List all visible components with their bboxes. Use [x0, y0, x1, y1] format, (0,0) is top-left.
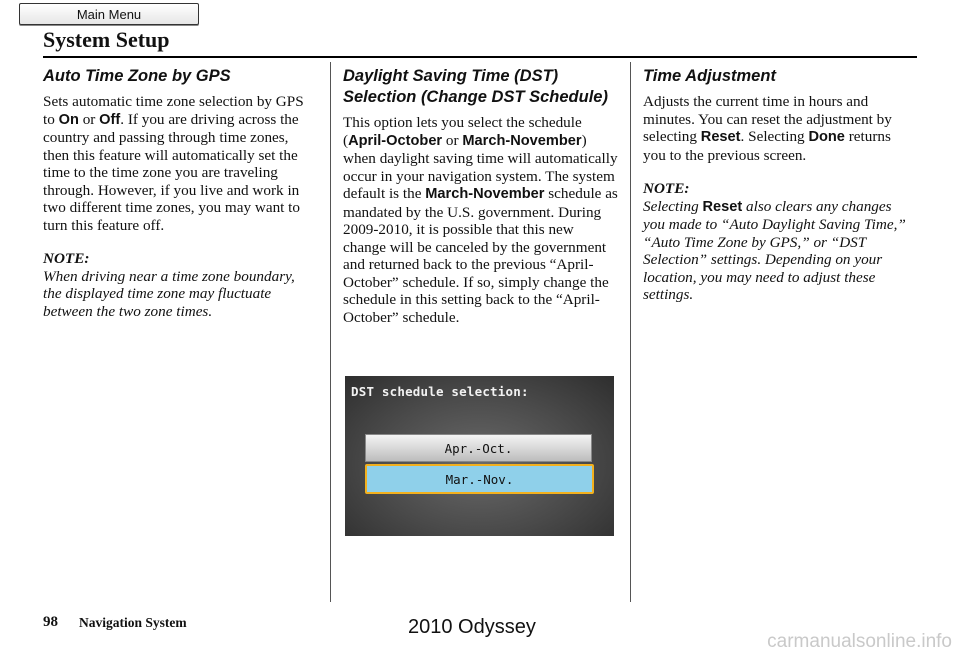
time-adjustment-description: [643, 93, 908, 164]
on-label: On: [58, 111, 79, 128]
section-heading-time-adjustment: Time Adjustment: [643, 67, 776, 85]
auto-time-zone-description: [43, 93, 311, 234]
march-november-label: March-November: [462, 132, 582, 149]
reset-label: Reset: [702, 198, 743, 215]
april-october-label: April-October: [348, 132, 443, 149]
text-run: Adjusts the current time in hours and minutes. You can reset the adjustment by selecting: [643, 93, 892, 145]
dst-schedule-screen: [345, 376, 614, 536]
off-label: Off: [99, 111, 121, 128]
text-run: Selecting: [643, 197, 703, 215]
section-heading-auto-time-zone: Auto Time Zone by GPS: [43, 67, 231, 85]
note-text: When driving near a time zone boundary, the displayed time zone may fluctuate between the two zone times.: [43, 267, 295, 320]
mar-nov-option-button[interactable]: Mar.-Nov.: [365, 464, 594, 494]
dst-description: [343, 114, 618, 326]
note-text: [643, 198, 908, 304]
page-title: System Setup: [43, 27, 170, 52]
text-run: This option lets you select the schedule (: [343, 114, 582, 149]
text-run: schedule as mandated by the U.S. government. During 2009-2010, it is possible that this new change will be canceled by the government and returned back to the previous “April-October” schedule. If so, simply change the schedule in this setting back to the “April-October” schedule.: [343, 185, 618, 326]
footer-section-label: Navigation System: [79, 615, 187, 630]
text-run: also clears any changes you made to “Auto Daylight Saving Time,” “Auto Time Zone by GPS,” or “DST Selection” settings. Depending on your location, you may need to adjust these settings.: [643, 197, 906, 303]
section-heading-dst-selection: Daylight Saving Time (DST) Selection (Change DST Schedule): [343, 67, 608, 106]
text-run: ) when daylight saving time will automatically occur in your navigation system. The system default is the: [343, 131, 618, 202]
text-run: . Selecting: [740, 128, 809, 145]
column-divider-1: [330, 62, 331, 602]
done-label: Done: [808, 129, 845, 145]
column-time-adjustment: [643, 66, 908, 304]
main-menu-button[interactable]: Main Menu: [19, 3, 199, 25]
watermark: carmanualsonline.info: [767, 631, 952, 652]
text-run: . If you are driving across the country and passing through time zones, then this feature will automatically set the time to the time zone you are traveling through. However, if you live and work in two different time zones, you may want to turn this feature off.: [43, 110, 301, 234]
apr-oct-option-button[interactable]: Apr.-Oct.: [365, 434, 592, 462]
page-number: 98: [43, 614, 58, 630]
footer-model: 2010 Odyssey: [408, 616, 536, 638]
text-run: Sets automatic time zone selection by GPS to: [43, 93, 304, 128]
column-auto-time-zone: [43, 66, 311, 320]
note-label: NOTE:: [643, 180, 690, 197]
column-dst-selection: [343, 66, 618, 326]
text-run: returns you to the previous screen.: [643, 128, 891, 164]
screen-heading: DST schedule selection:: [351, 384, 529, 399]
text-run: or: [78, 110, 100, 128]
title-rule: [43, 56, 917, 58]
reset-label: Reset: [700, 129, 741, 145]
column-divider-2: [630, 62, 631, 602]
march-november-label: March-November: [425, 186, 545, 202]
note-label: NOTE:: [43, 250, 90, 267]
text-run: or: [442, 131, 463, 149]
